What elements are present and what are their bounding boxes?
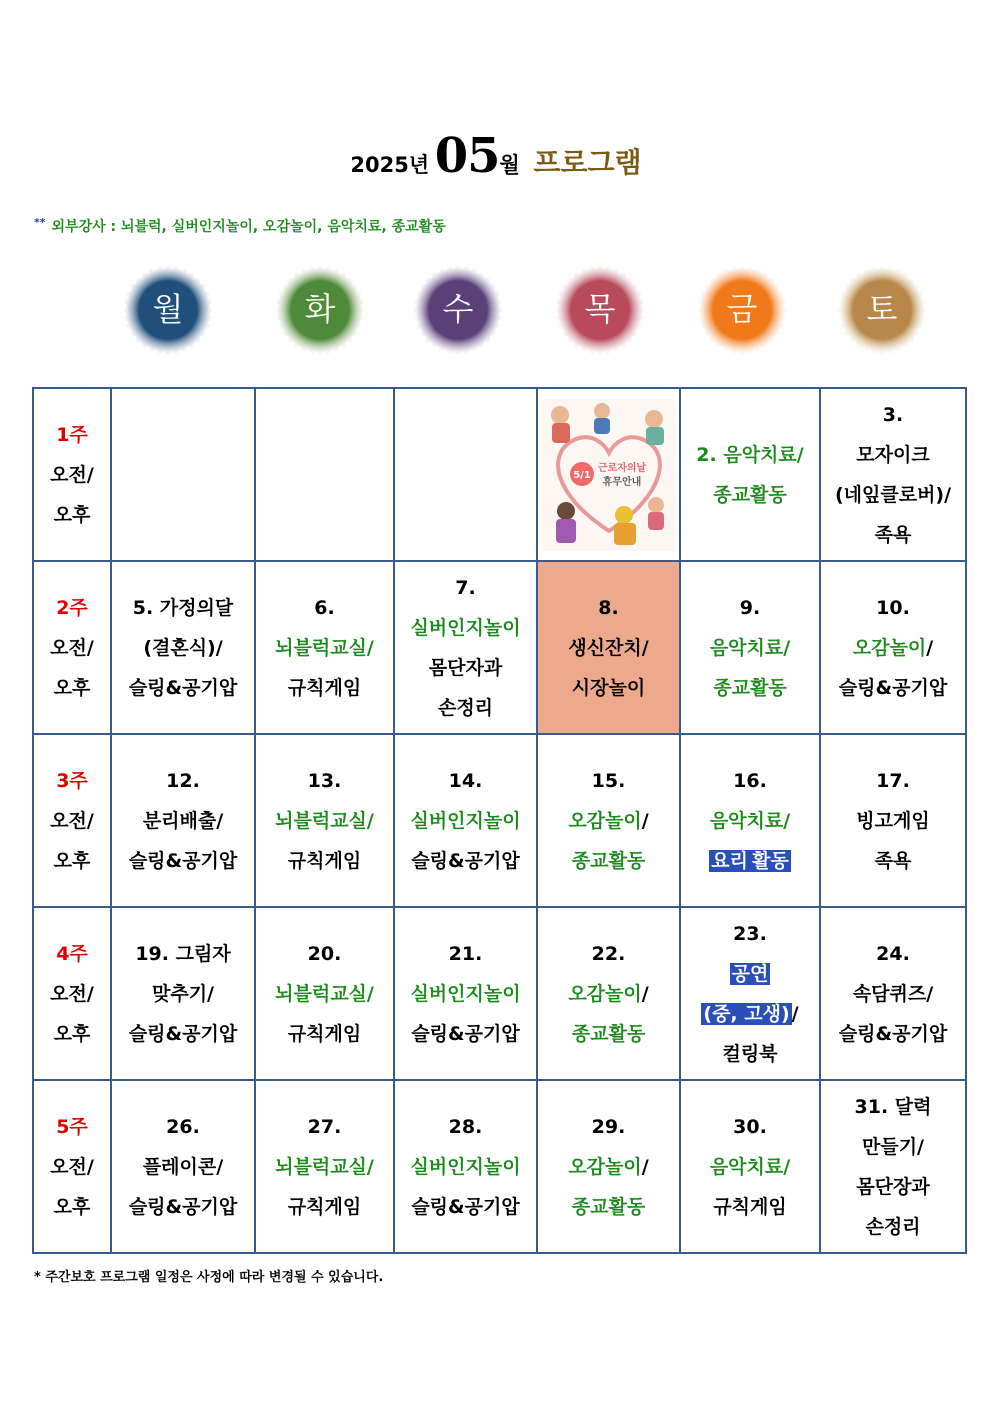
week-ampm: 오후 xyxy=(53,676,91,699)
cell-line xyxy=(538,974,679,1014)
weekday-label-thu: 목 xyxy=(584,290,616,328)
week-ampm: 오전/ xyxy=(50,463,94,486)
cell-line: 종교활동 xyxy=(571,1022,646,1045)
day-cell xyxy=(255,734,394,907)
cell-line: 27. xyxy=(307,1115,342,1138)
cell-line: 3. xyxy=(882,403,904,426)
day-cell-empty xyxy=(255,388,394,561)
cell-line: 분리배출/ xyxy=(142,809,224,832)
title-program: 프로그램 xyxy=(533,146,642,179)
weekday-label-tue: 화 xyxy=(304,290,336,328)
cell-line xyxy=(681,435,819,475)
day-cell xyxy=(111,1080,255,1253)
page-title xyxy=(0,128,992,184)
cell-line: 슬링&공기압 xyxy=(128,676,238,699)
cell-line xyxy=(681,954,819,994)
cell-line: 뇌블럭교실/ xyxy=(275,1155,374,1178)
week-ampm: 오전/ xyxy=(50,1155,94,1178)
day-cell xyxy=(820,907,966,1080)
poster-date: 5/1 xyxy=(572,469,591,481)
weekday-badge-thu xyxy=(552,262,648,358)
cell-line: 규칙게임 xyxy=(713,1195,787,1218)
cell-line: 16. xyxy=(733,769,767,792)
highlighted-text: 요리 xyxy=(711,849,748,872)
cell-line: 종교활동 xyxy=(713,676,787,699)
week-number: 5주 xyxy=(56,1115,88,1138)
cell-line: 실버인지놀이 xyxy=(410,809,521,832)
cell-line: 10. xyxy=(876,596,910,619)
week-label-cell xyxy=(33,734,111,907)
activity-slash: / xyxy=(926,636,934,659)
highlighted-text: 활동 xyxy=(752,849,789,872)
activity-slash: / xyxy=(641,982,649,1005)
cell-line: 26. xyxy=(166,1115,200,1138)
cell-line: 뇌블럭교실/ xyxy=(275,636,374,659)
cell-line: 규칙게임 xyxy=(287,849,362,872)
activity-text: 오감놀이 xyxy=(852,636,927,659)
week-ampm: 오전/ xyxy=(50,982,94,1005)
weekday-badge-wed xyxy=(410,262,506,358)
cell-line: 생신잔치/ xyxy=(568,636,649,659)
activity-text: 오감놀이 xyxy=(568,982,642,1005)
day-cell xyxy=(394,907,537,1080)
activity-slash: / xyxy=(641,1155,649,1178)
cell-line: 뇌블럭교실/ xyxy=(275,809,374,832)
cell-line: 족욕 xyxy=(874,849,912,872)
cell-line: 29. xyxy=(591,1115,626,1138)
cell-line: (결혼식)/ xyxy=(143,636,223,659)
title-month-suffix: 월 xyxy=(499,153,520,177)
cell-line: 실버인지놀이 xyxy=(410,616,521,639)
cell-line: 슬링&공기압 xyxy=(838,676,948,699)
day-cell xyxy=(820,1080,966,1253)
cell-line: 규칙게임 xyxy=(287,1195,362,1218)
cell-line: 슬링&공기압 xyxy=(128,849,238,872)
cell-line: 플레이콘/ xyxy=(142,1155,224,1178)
weekday-badge-sat xyxy=(834,262,930,358)
cell-line: 음악치료/ xyxy=(709,1155,791,1178)
week-ampm: 오전/ xyxy=(50,809,94,832)
cell-line xyxy=(821,628,965,668)
weekday-badge-tue xyxy=(272,262,368,358)
cell-line: 슬링&공기압 xyxy=(411,1195,520,1218)
cell-line: 음악치료/ xyxy=(709,809,791,832)
day-cell xyxy=(111,734,255,907)
cell-line: 컬링북 xyxy=(722,1042,778,1065)
day-cell xyxy=(680,734,820,907)
day-cell xyxy=(537,734,680,907)
cell-line: 슬링&공기압 xyxy=(128,1195,238,1218)
day-cell xyxy=(394,1080,537,1253)
cell-line: 종교활동 xyxy=(713,483,787,506)
cell-line: 17. xyxy=(876,769,910,792)
week-row-1 xyxy=(33,388,966,561)
cell-line xyxy=(681,841,819,881)
day-cell xyxy=(537,907,680,1080)
week-ampm: 오후 xyxy=(53,1195,91,1218)
week-label-cell xyxy=(33,561,111,734)
weekday-label-fri: 금 xyxy=(726,290,758,328)
weekday-badge-mon xyxy=(120,262,216,358)
cell-line: 종교활동 xyxy=(571,1195,646,1218)
day-cell xyxy=(394,734,537,907)
week-number: 4주 xyxy=(56,942,88,965)
cell-line: 모자이크 xyxy=(856,443,930,466)
day-cell xyxy=(111,561,255,734)
day-cell xyxy=(255,561,394,734)
cell-line xyxy=(538,1147,679,1187)
day-cell xyxy=(680,561,820,734)
cell-line: 19. 그림자 xyxy=(135,942,231,965)
cell-line: 손정리 xyxy=(437,696,494,719)
day-cell-empty xyxy=(111,388,255,561)
cell-line: 몸단장과 xyxy=(856,1175,930,1198)
week-label-cell xyxy=(33,907,111,1080)
week-ampm: 오후 xyxy=(53,849,91,872)
cell-line: 만들기/ xyxy=(861,1135,924,1158)
cell-line: 5. 가정의달 xyxy=(132,596,234,619)
week-ampm: 오전/ xyxy=(50,636,94,659)
cell-line: 13. xyxy=(307,769,342,792)
day-cell xyxy=(820,561,966,734)
cell-line: 슬링&공기압 xyxy=(128,1022,238,1045)
week-row-4 xyxy=(33,907,966,1080)
day-cell-empty xyxy=(394,388,537,561)
weekday-label-sat: 토 xyxy=(866,290,898,328)
weekday-badge-fri xyxy=(694,262,790,358)
external-instructor-note xyxy=(34,216,446,236)
week-ampm: 오후 xyxy=(53,503,91,526)
week-number: 1주 xyxy=(56,423,88,446)
cell-line xyxy=(681,994,819,1034)
weekday-label-wed: 수 xyxy=(442,290,474,328)
week-label-cell xyxy=(33,388,111,561)
cell-line: 22. xyxy=(591,942,626,965)
title-year: 2025년 xyxy=(350,153,430,177)
cell-line: 슬링&공기압 xyxy=(838,1022,948,1045)
cell-line: 맞추기/ xyxy=(151,982,214,1005)
weekday-label-mon: 월 xyxy=(152,290,184,328)
cell-line: 12. xyxy=(166,769,200,792)
cell-line: 30. xyxy=(733,1115,767,1138)
cell-line: 21. xyxy=(448,942,483,965)
day-cell xyxy=(537,1080,680,1253)
cell-line: 규칙게임 xyxy=(287,676,362,699)
note-marker: ** xyxy=(34,216,46,229)
activity-text: 오감놀이 xyxy=(568,1155,642,1178)
cell-line: 족욕 xyxy=(874,523,912,546)
activity-slash: / xyxy=(641,809,649,832)
day-cell xyxy=(255,907,394,1080)
cell-line: 31. 달력 xyxy=(854,1095,932,1118)
cell-line: 9. xyxy=(739,596,761,619)
cell-line: 음악치료/ xyxy=(709,636,791,659)
cell-line: 속담퀴즈/ xyxy=(852,982,934,1005)
cell-line: 규칙게임 xyxy=(287,1022,362,1045)
day-cell xyxy=(820,388,966,561)
week-row-3 xyxy=(33,734,966,907)
cell-line: 뇌블럭교실/ xyxy=(275,982,374,1005)
highlighted-text: 공연 xyxy=(731,962,769,985)
week-number: 3주 xyxy=(56,769,88,792)
cell-line: 종교활동 xyxy=(571,849,646,872)
week-number: 2주 xyxy=(56,596,88,619)
cell-line: 6. xyxy=(314,596,335,619)
cell-line: 손정리 xyxy=(865,1215,921,1238)
poster-line1: 근로자의날 xyxy=(597,462,646,474)
cell-line: 15. xyxy=(591,769,626,792)
activity-text: 2. 음악치료/ xyxy=(696,443,804,466)
cell-line: 몸단자과 xyxy=(428,656,503,679)
cell-line: 28. xyxy=(448,1115,483,1138)
day-cell xyxy=(820,734,966,907)
note-text: 외부강사 : 뇌블럭, 실버인지놀이, 오감놀이, 음악치료, 종교활동 xyxy=(51,219,446,235)
cell-line: 23. xyxy=(733,922,767,945)
day-cell xyxy=(111,907,255,1080)
activity-slash: / xyxy=(791,1002,799,1025)
day-cell-holiday xyxy=(537,388,680,561)
day-cell xyxy=(680,907,820,1080)
cell-line: 빙고게임 xyxy=(856,809,930,832)
program-calendar xyxy=(32,387,967,1254)
day-cell xyxy=(394,561,537,734)
labor-day-poster-image xyxy=(542,399,676,551)
cell-line xyxy=(538,801,679,841)
cell-line: 24. xyxy=(876,942,910,965)
day-cell xyxy=(680,388,820,561)
week-label-cell xyxy=(33,1080,111,1253)
cell-line: 슬링&공기압 xyxy=(411,1022,520,1045)
schedule-change-note: * 주간보호 프로그램 일정은 사정에 따라 변경될 수 있습니다. xyxy=(34,1270,384,1285)
highlighted-text: (중, 고생) xyxy=(703,1002,790,1025)
cell-line: 7. xyxy=(455,576,476,599)
cell-line: 14. xyxy=(448,769,483,792)
week-row-2 xyxy=(33,561,966,734)
cell-line: 슬링&공기압 xyxy=(411,849,520,872)
week-ampm: 오후 xyxy=(53,1022,91,1045)
week-row-5 xyxy=(33,1080,966,1253)
cell-line: 20. xyxy=(307,942,342,965)
activity-text: 오감놀이 xyxy=(568,809,642,832)
cell-line: 시장놀이 xyxy=(571,676,646,699)
title-month: 05 xyxy=(434,128,500,184)
cell-line: (네잎클로버)/ xyxy=(834,483,952,506)
cell-line: 실버인지놀이 xyxy=(410,982,521,1005)
day-cell xyxy=(255,1080,394,1253)
cell-line: 8. xyxy=(598,596,619,619)
cell-line: 실버인지놀이 xyxy=(410,1155,521,1178)
poster-line2: 휴무안내 xyxy=(602,476,641,488)
day-cell-birthday xyxy=(537,561,680,734)
day-cell xyxy=(680,1080,820,1253)
